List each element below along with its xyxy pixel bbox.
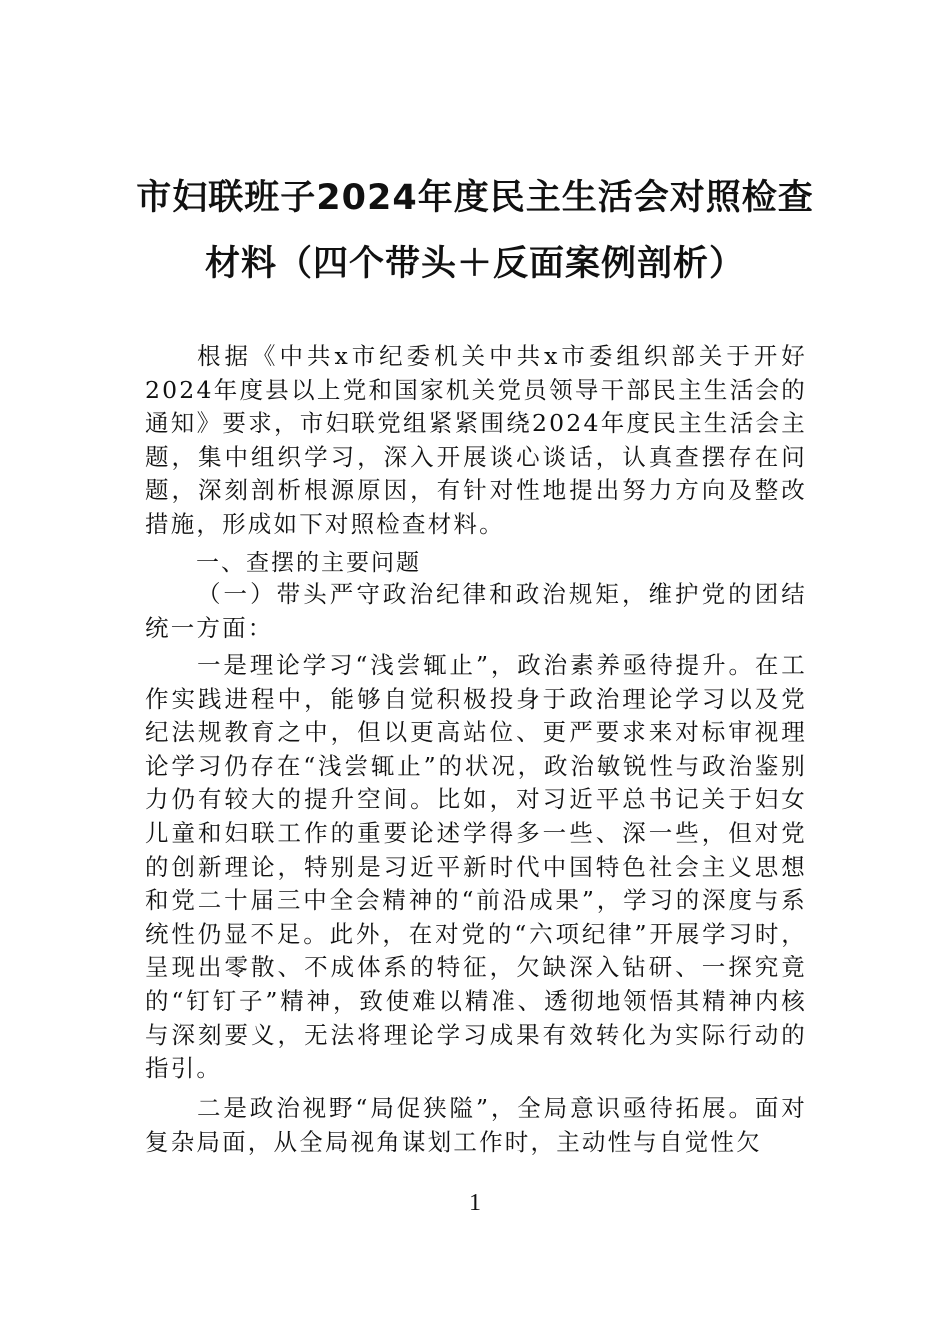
document-title-line-1: 市妇联班子2024年度民主生活会对照检查 (136, 178, 814, 218)
section-heading: 一、查摆的主要问题 (196, 550, 421, 576)
point-one-paragraph: 一是理论学习“浅尝辄止”，政治素养亟待提升。在工作实践进程中，能够自觉积极投身于政治理论学习以及党纪法规教育之中，但以更高站位、更严要求来对标审视理论学习仍存在“浅尝辄止”的状况，政治敏锐性与政治鉴别力仍有较大的提升空间。比如，对习近平总书记关于妇女儿童和妇联工作的重要论述学得多一些、深一些，但对党的创新理论，特别是习近平新时代中国特色社会主义思想和党二十届三中全会精神的“前沿成果”，学习的深度与系统性仍显不足。此外，在对党的“六项纪律”开展学习时，呈现出零散、不成体系的特征，欠缺深入钻研、一探究竟的“钉钉子”精神，致使难以精准、透彻地领悟其精神内核与深刻要义，无法将理论学习成果有效转化为实际行动的指引。 (145, 651, 807, 1083)
page-number: 1 (469, 1190, 481, 1216)
point-two-paragraph: 二是政治视野“局促狭隘”，全局意识亟待拓展。面对复杂局面，从全局视角谋划工作时，主动性与自觉性欠 (145, 1094, 807, 1156)
subsection-heading: （一）带头严守政治纪律和政治规矩，维护党的团结统一方面： (145, 580, 807, 642)
intro-paragraph: 根据《中共x市纪委机关中共x市委组织部关于开好2024年度县以上党和国家机关党员领导干部民主生活会的通知》要求，市妇联党组紧紧围绕2024年度民主生活会主题，集中组织学习，深入开展谈心谈话，认真查摆存在问题，深刻剖析根源原因，有针对性地提出努力方向及整改措施，形成如下对照检查材料。 (145, 342, 807, 538)
document-title-line-2: 材料（四个带头＋反面案例剖析） (204, 244, 745, 284)
